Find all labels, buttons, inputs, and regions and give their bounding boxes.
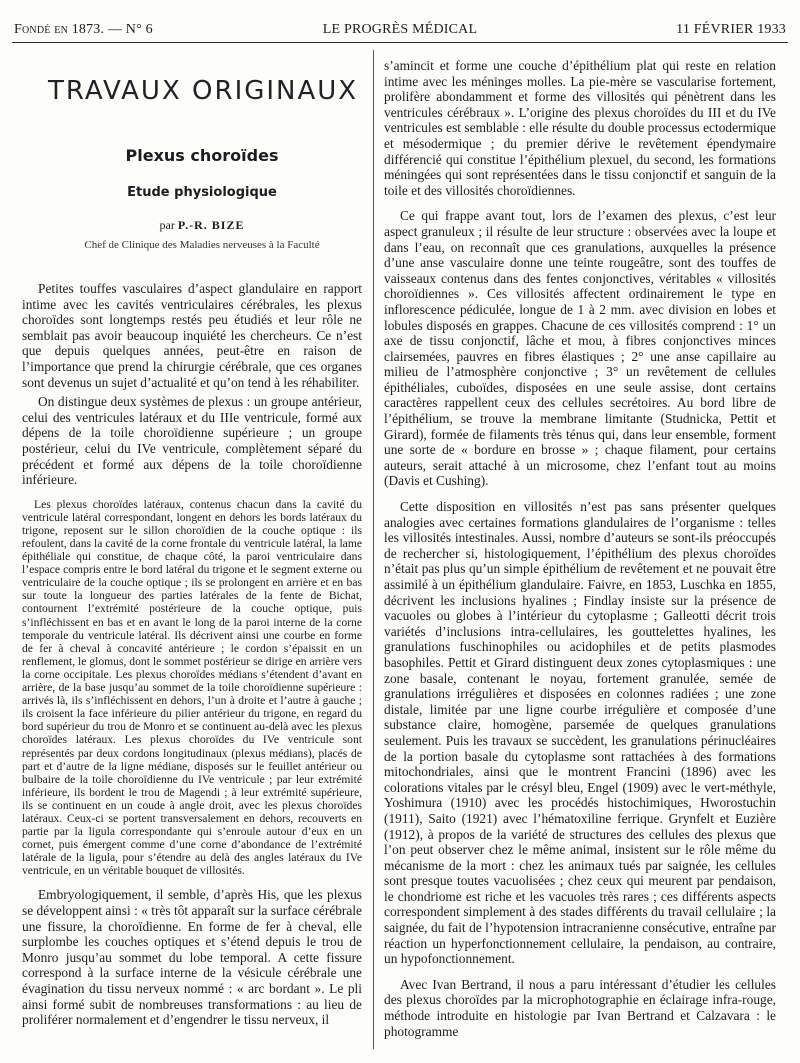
byline-prefix: par <box>159 218 175 232</box>
paragraph-systems: On distingue deux systèmes de plexus : un groupe antérieur, celui des ventricules latéraux et du IIIe ventricule, formé aux dépens de la toile choroïdienne supérieure ; un groupe postérieur, celui du IVe ventricule, complètement séparé du précédent et formé aux dépens de la toile choroïdienne inférieure. <box>22 394 362 488</box>
header-date: 11 FÉVRIER 1933 <box>676 22 786 37</box>
header-journal-title: LE PROGRÈS MÉDICAL <box>322 22 478 37</box>
paragraph-anatomy: Les plexus choroïdes latéraux, contenus chacun dans la cavité du ventricule latéral correspondant, longent en dehors les bords latéraux du trigone, reposent sur le sillon choroïdien de la couche optique : ils refoulent, dans la cavité de la corne frontale du ventricule latéral, la lame épithéliale qui constitue, de chaque côté, la paroi ventriculaire dans l’espace compris entre le bord latéral du trigone et le segment externe ou ventriculaire de la couche optique ; ils se prolongent en arrière et en bas sur toute la longueur des parties latérales de la fente de Bichat, contournent l’extrémité postérieure de la couche optique, puis s’infléchissent en bas et en avant le long de la paroi interne de la corne temporale du ventricule latéral. Ils décrivent ainsi une courbe en forme de fer à cheval à concavité antérieure ; le cordon s’épaissit en un renflement, le glomus, dont le sommet postérieur se dirige en arrière vers la corne occipitale. Les plexus choroïdes médians s’étendent d’avant en arrière, de la base jusqu’au sommet de la toile choroïdienne supérieure : arrivés là, ils s’infléchissent en dehors, l’un à droite et l’autre à gauche ; ils croisent la face inférieure du pilier antérieur du trigone, en regard du bord supérieur du trou de Monro et se continuent au-delà avec les plexus choroïdes latéraux. Les plexus choroïdes du IVe ventricule sont représentés par deux cordons longitudinaux (plexus médians), placés de part et d’autre de la ligne médiane, disposés sur le feuillet antérieur ou bulbaire de la toile choroïdienne du IVe ventricule ; par leur extrémité inférieure, ils bordent le trou de Magendi ; à leur extrémité supérieure, ils se continuent en un coude à angle droit, avec les plexus choroïdes latéraux. Ceux-ci se portent transversalement en dehors, recouverts en partie par la ligula correspondante qui s’enroule autour d’eux en un cornet, puis émergent comme d’une corne d’abondance de l’extrémité latérale de la ligula, pour s’étendre au delà des angles latéraux du IVe ventricule, en un véritable bouquet de villosités. <box>22 497 362 878</box>
byline <box>42 218 362 233</box>
section-title: TRAVAUX ORIGINAUX <box>48 76 359 106</box>
author-affiliation: Chef de Clinique des Maladies nerveuses à la Faculté <box>84 239 320 251</box>
article-subtitle: Etude physiologique <box>127 185 277 200</box>
paragraph-histology: Cette disposition en villosités n’est pas sans présenter quelques analogies avec certaines formations glandulaires de l’organisme : telles les villosités intestinales. Aussi, nombre d’auteurs se sont-ils préoccupés de rechercher si, histologiquement, l’épithélium des plexus choroïdes n’était pas plus qu’un simple épithélium de revêtement et ne pouvait être assimilé à un épithélium glandulaire. Faivre, en 1853, Luschka en 1855, décrivent les inclusions hyalines ; Findlay insiste sur la présence de vacuoles ou globes à l’intérieur du cytoplasme ; Galleotti décrit trois variétés d’inclusions intra-cellulaires, les gouttelettes hyalines, les granulations fuschinophiles ou acidophiles et de petits plasmodes basophiles. Pettit et Girard distinguent deux zones cytoplasmiques : une zone basale, contenant le noyau, fortement granulée, semée de granulations irrégulières et disposées en colonnes radiées ; une zone distale, limitée par une ligne courbe irrégulière et composée d’une substance claire, homogène, parsemée de quelques granulations seulement. Puis les travaux se succèdent, les granulations périnucléaires de la portion basale du cytoplasme sont rattachées à des formations mitochondriales, ainsi que le montrent Francini (1896) avec les colorations vitales par le crésyl bleu, Engel (1909) avec le vert-méthyle, Yoshimura (1910) avec les procédés histochimiques, Hworostuchin (1911), Saito (1921) avec l’hématoxiline ferrique. Grynfelt et Euzière (1912), à propos de la variété de structures des cellules des plexus que l’on peut observer chez le même animal, insistent sur le rôle même du mécanisme de la mort : chez les animaux tués par saignée, les cellules sont presque toutes vacuolisées ; chez ceux qui meurent par pendaison, le chondriome est riche et les vacuoles très rares ; ces différents aspects correspondent simplement à des stades différents du travail cellulaire ; la saignée, du fait de l’hypotension intracranienne consécutive, entraîne par réaction un hyperfonctionnement cellulaire, la pendaison, au contraire, un hypofonctionnement. <box>384 499 776 967</box>
header-founded-issue: Fondé en 1873. — N° 6 <box>14 22 153 37</box>
paragraph-embryology: Embryologiquement, il semble, d’après His, que les plexus se développent ainsi : « très tôt apparaît sur la surface cérébrale une fissure, la choroïdienne. En forme de fer à cheval, elle surplombe les couches optiques et s’étend depuis le trou de Monro jusqu’au sommet du lobe temporal. A cette fissure correspond à la surface interne de la vésicule cérébrale une évagination du tissu nerveux nommé : « arc bordant ». Le pli ainsi formé subit de nombreuses transformations : au lieu de proliférer normalement et d’engendrer le tissu nerveux, il <box>22 887 362 1028</box>
running-head <box>14 22 786 40</box>
article-title: Plexus choroïdes <box>125 146 279 165</box>
right-column <box>384 58 776 1039</box>
paragraph-microphotography: Avec Ivan Bertrand, il nous a paru intéressant d’étudier les cellules des plexus choroïdes par la microphotographie en éclairage infra-rouge, méthode introduite en histologie par Ivan Bertrand et Calzavara : le photogramme <box>384 976 776 1039</box>
paragraph-structure: Ce qui frappe avant tout, lors de l’examen des plexus, c’est leur aspect granuleux ; il résulte de leur structure : observées avec la loupe et dans l’eau, on reconnaît que ces granulations, auxquelles la présence d’une anse vasculaire donne une teinte rougeâtre, sont des touffes de vaisseaux contenus dans des fentes conjonctives, véritables « villosités choroïdiennes ». Ces villosités affectent ordinairement le type en inflorescence pédiculée, longue de 1 à 2 mm. avec division en lobes et lobules disposés en grappes. Chacune de ces villosités comprend : 1° un axe de tissu conjonctif, lâche et mou, à fibres conjonctives minces clairsemées, pauvres en fibres élastiques ; 2° une anse capillaire au milieu de l’atmosphère conjonctive ; 3° un revêtement de cellules épithéliales, cuboïdes, disposées en une seule assise, dont certains caractères rappellent ceux des cellules secrétoires. Au bord libre de l’épithélium, se trouve la membrane limitante (Studnicka, Pettit et Girard), formée de filaments très ténus qui, dans leur ensemble, forment une sorte de « bordure en brosse » ; chaque filament, pour certains auteurs, serait attaché à un microsome, chez l’enfant tout au moins (Davis et Cushing). <box>384 208 776 489</box>
paragraph-intro: Petites touffes vasculaires d’aspect glandulaire en rapport intime avec les cavités ventriculaires cérébrales, les plexus choroïdes sont longtemps restés peu étudiés et leur rôle ne semblait pas avoir beaucoup inquiété les chercheurs. Ce n’est que depuis quelques années, peut-être en raison de l’importance que prend la chirurgie cérébrale, que ces organes sont devenus un sujet d’actualité et qu’on tend à les réhabiliter. <box>22 281 362 390</box>
left-column <box>22 58 362 1028</box>
header-rule <box>12 42 788 43</box>
column-divider <box>373 50 374 1049</box>
author-name: P.-R. BIZE <box>177 218 245 232</box>
paragraph-embryology-continued: s’amincit et forme une couche d’épithélium plat qui reste en relation intime avec les méninges molles. La pie-mère se vascularise fortement, prolifère abondamment et forme des villosités qui pénètrent dans les ventricules cérébraux ». L’origine des plexus choroïdes du III et du IVe ventricules est semblable : elle résulte du double processus ectodermique et mésodermique ; du premier dérive le revêtement épendymaire différencié qui constitue l’épithélium plexuel, du second, les formations méningées qui sont représentées dans le tissu conjonctif et sanguin de la toile et des villosités choroïdiennes. <box>384 58 776 198</box>
